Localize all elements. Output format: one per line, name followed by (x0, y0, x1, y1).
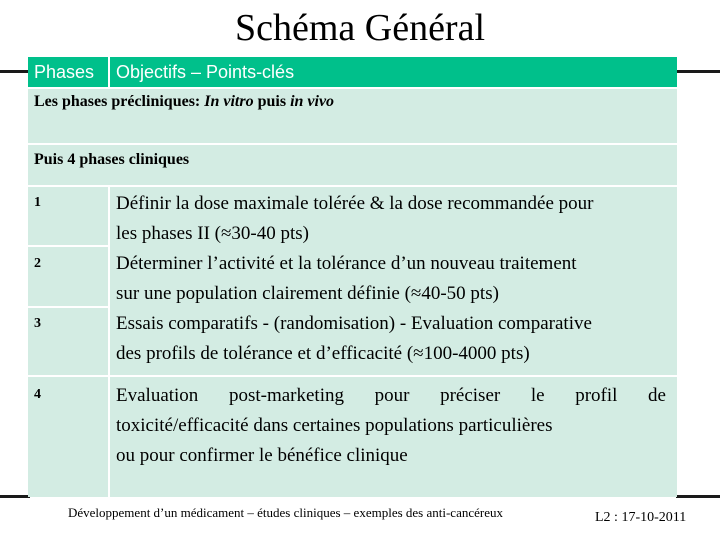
phase-number-1: 1 (34, 195, 41, 210)
phases-table (28, 57, 677, 497)
phase-number-4: 4 (34, 387, 41, 402)
bottom-right-rule (676, 495, 720, 498)
phase-4-row (28, 377, 677, 497)
slide-title: Schéma Général (234, 7, 486, 49)
preclinical-middle: puis (253, 93, 291, 110)
row-separator (28, 306, 108, 308)
phase-4-line-1: Evaluation post-marketing pour préciser le profil de (116, 385, 666, 406)
footer-date: L2 : 17-10-2011 (595, 510, 687, 525)
phase-1-line-2: les phases II (≈30-40 pts) (116, 223, 309, 244)
phase-4-line-3: ou pour confirmer le bénéfice clinique (116, 445, 408, 466)
phase-1-line-1: Définir la dose maximale tolérée & la dose recommandée pour (116, 193, 594, 214)
preclinical-in-vitro: In vitro (204, 93, 254, 110)
phase-3-line-1: Essais comparatifs - (randomisation) - Evaluation comparative (116, 313, 592, 334)
phase-number-3: 3 (34, 316, 41, 331)
clinical-intro-row (28, 145, 677, 185)
column-divider (108, 377, 110, 497)
preclinical-row (28, 89, 677, 143)
phases-1-3-block (28, 187, 677, 375)
table-header (28, 57, 677, 87)
clinical-intro: Puis 4 phases cliniques (34, 151, 190, 168)
bottom-left-rule (0, 495, 30, 498)
preclinical-in-vivo: in vivo (290, 93, 335, 110)
phase-2-line-1: Déterminer l’activité et la tolérance d’un nouveau traitement (116, 253, 577, 274)
header-objectives: Objectifs – Points-clés (116, 62, 295, 82)
phase-4-description (116, 381, 666, 471)
preclinical-prefix: Les phases précliniques: (34, 93, 205, 110)
row-separator (28, 245, 108, 247)
phases-1-3-description (116, 189, 666, 369)
header-phases: Phases (34, 62, 95, 82)
phase-2-line-2: sur une population clairement définie (≈40-50 pts) (116, 283, 499, 304)
phase-4-line-2: toxicité/efficacité dans certaines populations particulières (116, 415, 553, 436)
phase-3-line-2: des profils de tolérance et d’efficacité (≈100-4000 pts) (116, 343, 530, 364)
top-right-rule (676, 70, 720, 73)
phase-number-2: 2 (34, 256, 41, 271)
column-divider (108, 187, 110, 375)
top-left-rule (0, 70, 30, 73)
footer-course-title: Développement d’un médicament – études cliniques – exemples des anti-cancéreux (68, 505, 503, 520)
